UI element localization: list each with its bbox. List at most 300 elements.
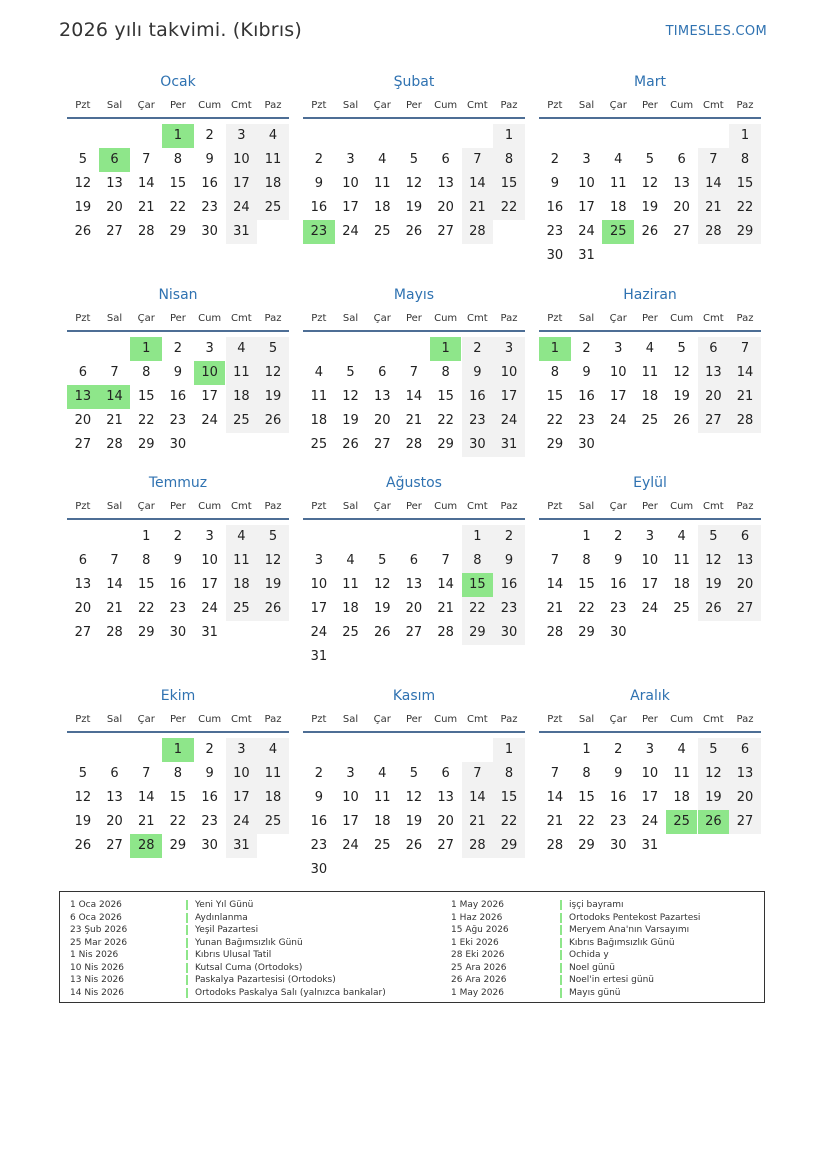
day-cell: 26 xyxy=(698,810,730,834)
day-cell: 18 xyxy=(257,172,289,196)
legend-marker xyxy=(560,950,562,960)
day-cell: 16 xyxy=(201,176,218,191)
weekday-label: Çar xyxy=(137,501,155,512)
day-cell: 1 xyxy=(582,529,591,544)
day-cell: 17 xyxy=(201,389,218,404)
day-cell: 29 xyxy=(437,437,454,452)
weekday-label: Sal xyxy=(342,714,359,725)
month-divider xyxy=(539,518,761,520)
weekday-label: Cmt xyxy=(703,714,724,725)
legend-holiday-name: Noel günü xyxy=(569,962,615,973)
legend-date: 25 Mar 2026 xyxy=(70,937,128,948)
day-cell: 13 xyxy=(698,361,730,385)
day-cell: 12 xyxy=(405,790,423,805)
day-cell: 24 xyxy=(641,601,659,616)
day-cell: 27 xyxy=(405,625,423,640)
day-cell: 22 xyxy=(546,413,564,428)
day-cell: 5 xyxy=(78,766,87,781)
day-cell: 22 xyxy=(137,413,155,428)
day-cell: 24 xyxy=(641,814,659,829)
day-cell: 29 xyxy=(137,625,155,640)
day-cell: 30 xyxy=(201,838,218,853)
weekday-label: Cmt xyxy=(231,501,252,512)
month-divider xyxy=(539,117,761,119)
legend-marker xyxy=(560,900,562,910)
month-divider xyxy=(539,731,761,733)
month-block xyxy=(303,688,525,888)
legend-date: 1 Eki 2026 xyxy=(451,937,499,948)
day-cell: 10 xyxy=(310,577,328,592)
day-cell: 4 xyxy=(614,152,623,167)
day-cell: 23 xyxy=(578,413,595,428)
day-cell: 25 xyxy=(602,220,634,244)
weekday-label: Cum xyxy=(198,100,222,111)
day-cell: 26 xyxy=(673,413,690,428)
day-cell: 11 xyxy=(257,148,289,172)
day-cell: 2 xyxy=(314,766,323,781)
day-cell: 15 xyxy=(437,389,454,404)
weekday-label: Paz xyxy=(500,313,518,324)
day-cell: 4 xyxy=(677,742,686,757)
day-cell: 9 xyxy=(582,365,591,380)
day-cell: 20 xyxy=(729,573,761,597)
weekday-label: Çar xyxy=(373,100,391,111)
day-cell: 5 xyxy=(257,337,289,361)
day-cell: 29 xyxy=(729,220,761,244)
day-cell: 24 xyxy=(310,625,328,640)
day-cell: 10 xyxy=(194,361,226,385)
day-cell: 28 xyxy=(405,437,423,452)
day-cell: 12 xyxy=(673,365,690,380)
day-cell: 19 xyxy=(373,601,391,616)
legend-marker xyxy=(560,913,562,923)
legend-marker xyxy=(186,963,188,973)
day-cell: 9 xyxy=(462,361,494,385)
day-cell: 8 xyxy=(173,152,183,167)
day-cell: 6 xyxy=(78,553,87,568)
day-cell: 11 xyxy=(373,790,391,805)
weekday-label: Sal xyxy=(342,501,359,512)
day-cell: 17 xyxy=(342,814,359,829)
day-cell: 8 xyxy=(729,148,761,172)
day-cell: 27 xyxy=(74,437,92,452)
day-cell: 21 xyxy=(698,196,730,220)
day-cell: 16 xyxy=(578,389,595,404)
day-cell: 7 xyxy=(409,365,419,380)
day-cell: 2 xyxy=(614,529,623,544)
weekday-label: Paz xyxy=(264,714,282,725)
weekday-label: Paz xyxy=(264,501,282,512)
weekday-label: Çar xyxy=(373,313,391,324)
day-cell: 7 xyxy=(550,766,559,781)
day-cell: 29 xyxy=(462,621,494,645)
legend-holiday-name: Aydınlanma xyxy=(195,912,248,923)
day-cell: 12 xyxy=(405,176,423,191)
weekday-label: Sal xyxy=(578,100,595,111)
weekday-label: Çar xyxy=(137,313,155,324)
day-cell: 12 xyxy=(74,176,92,191)
day-cell: 18 xyxy=(373,200,391,215)
day-cell: 22 xyxy=(493,196,525,220)
day-cell: 28 xyxy=(546,838,564,853)
weekday-label: Çar xyxy=(609,313,627,324)
day-cell: 30 xyxy=(609,625,627,640)
day-cell: 30 xyxy=(462,433,494,457)
weekday-label: Per xyxy=(641,100,658,111)
weekday-label: Çar xyxy=(373,714,391,725)
day-cell: 1 xyxy=(539,337,571,361)
legend-date: 26 Ara 2026 xyxy=(451,975,507,985)
day-cell: 22 xyxy=(578,814,595,829)
legend-holiday-name: Noel'in ertesi günü xyxy=(569,975,654,985)
month-divider xyxy=(67,117,289,119)
day-cell: 16 xyxy=(169,577,187,592)
day-cell: 14 xyxy=(729,361,761,385)
day-cell: 26 xyxy=(405,224,423,239)
weekday-label: Per xyxy=(641,714,658,725)
weekday-label: Çar xyxy=(137,100,155,111)
day-cell: 25 xyxy=(257,810,289,834)
day-cell: 3 xyxy=(346,766,355,781)
day-cell: 23 xyxy=(201,814,218,829)
day-cell: 7 xyxy=(110,365,119,380)
day-cell: 12 xyxy=(342,389,359,404)
month-name: Aralık xyxy=(630,688,670,704)
day-cell: 13 xyxy=(106,790,123,805)
day-cell: 8 xyxy=(550,365,559,380)
day-cell: 24 xyxy=(342,838,359,853)
day-cell: 24 xyxy=(201,601,218,616)
day-cell: 4 xyxy=(677,529,686,544)
day-cell: 26 xyxy=(698,597,730,621)
month-name: Ağustos xyxy=(386,475,442,491)
month-name: Nisan xyxy=(158,287,198,303)
day-cell: 13 xyxy=(106,176,123,191)
weekday-label: Cmt xyxy=(703,501,724,512)
day-cell: 9 xyxy=(314,790,323,805)
day-cell: 19 xyxy=(405,814,423,829)
day-cell: 5 xyxy=(78,152,87,167)
weekday-label: Pzt xyxy=(311,100,327,111)
legend-holiday-name: Mayıs günü xyxy=(569,987,621,998)
weekday-label: Paz xyxy=(736,313,754,324)
month-name: Ekim xyxy=(160,688,196,704)
day-cell: 19 xyxy=(405,200,423,215)
day-cell: 31 xyxy=(226,220,258,244)
weekday-label: Pzt xyxy=(75,501,91,512)
weekday-label: Paz xyxy=(500,501,518,512)
month-block xyxy=(539,475,761,675)
weekday-label: Sal xyxy=(106,100,123,111)
day-cell: 1 xyxy=(142,529,151,544)
day-cell: 3 xyxy=(205,341,214,356)
day-cell: 5 xyxy=(409,766,419,781)
day-cell: 8 xyxy=(582,766,591,781)
day-cell: 3 xyxy=(645,529,655,544)
day-cell: 10 xyxy=(342,790,359,805)
legend-marker xyxy=(560,975,562,985)
weekday-label: Sal xyxy=(578,313,595,324)
day-cell: 14 xyxy=(462,172,494,196)
month-divider xyxy=(539,330,761,332)
legend-date: 1 Oca 2026 xyxy=(70,900,122,910)
month-block xyxy=(539,287,761,487)
legend-holiday-name: Yeşil Pazartesi xyxy=(195,925,259,935)
day-cell: 6 xyxy=(99,148,131,172)
day-cell: 10 xyxy=(493,361,525,385)
day-cell: 23 xyxy=(546,224,564,239)
day-cell: 30 xyxy=(546,248,564,263)
legend-holiday-name: Ochida y xyxy=(569,950,609,960)
month-divider xyxy=(303,731,525,733)
day-cell: 29 xyxy=(169,224,187,239)
day-cell: 17 xyxy=(201,577,218,592)
weekday-label: Paz xyxy=(736,100,754,111)
page-title: 2026 yılı takvimi. (Kıbrıs) xyxy=(59,19,303,41)
day-cell: 9 xyxy=(614,553,623,568)
day-cell: 16 xyxy=(169,389,187,404)
day-cell: 17 xyxy=(226,172,258,196)
month-name: Kasım xyxy=(392,688,436,704)
weekday-label: Cum xyxy=(670,714,694,725)
weekday-label: Cum xyxy=(198,501,222,512)
weekday-label: Pzt xyxy=(311,313,327,324)
day-cell: 29 xyxy=(169,838,187,853)
day-cell: 27 xyxy=(729,597,761,621)
day-cell: 3 xyxy=(645,742,655,757)
holiday-legend xyxy=(59,891,765,1003)
legend-holiday-name: Yunan Bağımsızlık Günü xyxy=(195,937,303,948)
day-cell: 17 xyxy=(609,389,627,404)
day-cell: 4 xyxy=(378,766,387,781)
day-cell: 11 xyxy=(257,762,289,786)
day-cell: 28 xyxy=(130,834,162,858)
day-cell: 9 xyxy=(205,766,214,781)
weekday-label: Per xyxy=(641,501,658,512)
weekday-label: Pzt xyxy=(547,313,563,324)
weekday-label: Per xyxy=(169,714,186,725)
day-cell: 18 xyxy=(373,814,391,829)
legend-holiday-name: Ortodoks Pentekost Pazartesi xyxy=(569,912,701,923)
day-cell: 25 xyxy=(673,601,690,616)
day-cell: 10 xyxy=(226,148,258,172)
day-cell: 21 xyxy=(462,196,494,220)
legend-marker xyxy=(186,975,188,985)
day-cell: 22 xyxy=(169,200,187,215)
day-cell: 6 xyxy=(78,365,87,380)
weekday-label: Per xyxy=(169,313,186,324)
day-cell: 13 xyxy=(729,549,761,573)
weekday-label: Cmt xyxy=(467,501,488,512)
day-cell: 4 xyxy=(257,738,289,762)
day-cell: 21 xyxy=(405,413,423,428)
day-cell: 7 xyxy=(462,148,494,172)
day-cell: 7 xyxy=(550,553,559,568)
day-cell: 21 xyxy=(137,814,155,829)
weekday-label: Çar xyxy=(609,501,627,512)
day-cell: 28 xyxy=(437,625,454,640)
legend-date: 15 Ağu 2026 xyxy=(451,925,509,935)
weekday-label: Pzt xyxy=(75,714,91,725)
day-cell: 20 xyxy=(74,601,92,616)
day-cell: 18 xyxy=(226,573,258,597)
day-cell: 15 xyxy=(546,389,564,404)
day-cell: 20 xyxy=(437,814,454,829)
day-cell: 3 xyxy=(314,553,323,568)
day-cell: 22 xyxy=(169,814,187,829)
legend-holiday-name: Kıbrıs Ulusal Tatil xyxy=(195,950,272,960)
day-cell: 7 xyxy=(441,553,450,568)
day-cell: 24 xyxy=(226,196,258,220)
legend-marker xyxy=(186,988,188,998)
weekday-label: Cum xyxy=(434,501,458,512)
legend-marker xyxy=(186,913,188,923)
day-cell: 3 xyxy=(614,341,623,356)
day-cell: 6 xyxy=(677,152,686,167)
day-cell: 15 xyxy=(169,790,187,805)
legend-marker xyxy=(560,988,562,998)
day-cell: 15 xyxy=(137,389,155,404)
day-cell: 1 xyxy=(130,337,162,361)
day-cell: 27 xyxy=(373,437,391,452)
legend-marker xyxy=(186,950,188,960)
day-cell: 24 xyxy=(493,409,525,433)
day-cell: 8 xyxy=(462,549,494,573)
day-cell: 7 xyxy=(110,553,119,568)
day-cell: 2 xyxy=(614,742,623,757)
day-cell: 7 xyxy=(462,762,494,786)
day-cell: 18 xyxy=(641,389,659,404)
legend-holiday-name: Paskalya Pazartesisi (Ortodoks) xyxy=(195,975,336,985)
weekday-label: Cum xyxy=(670,313,694,324)
day-cell: 22 xyxy=(462,597,494,621)
day-cell: 10 xyxy=(641,766,659,781)
day-cell: 27 xyxy=(437,224,454,239)
day-cell: 10 xyxy=(641,553,659,568)
day-cell: 10 xyxy=(578,176,595,191)
day-cell: 3 xyxy=(226,738,258,762)
weekday-label: Cmt xyxy=(231,100,252,111)
day-cell: 18 xyxy=(673,577,690,592)
day-cell: 16 xyxy=(546,200,564,215)
legend-holiday-name: Meryem Ana'nın Varsayımı xyxy=(569,925,690,935)
day-cell: 28 xyxy=(462,220,494,244)
day-cell: 20 xyxy=(405,601,423,616)
day-cell: 26 xyxy=(373,625,391,640)
weekday-label: Per xyxy=(641,313,658,324)
weekday-label: Cmt xyxy=(703,100,724,111)
day-cell: 12 xyxy=(257,549,289,573)
day-cell: 23 xyxy=(609,601,627,616)
legend-date: 10 Nis 2026 xyxy=(70,962,124,973)
weekday-label: Per xyxy=(405,714,422,725)
weekday-label: Cum xyxy=(434,313,458,324)
day-cell: 25 xyxy=(666,810,698,834)
day-cell: 1 xyxy=(430,337,462,361)
day-cell: 5 xyxy=(677,341,686,356)
day-cell: 13 xyxy=(67,385,99,409)
day-cell: 15 xyxy=(493,172,525,196)
day-cell: 30 xyxy=(201,224,218,239)
day-cell: 14 xyxy=(106,577,123,592)
legend-date: 1 May 2026 xyxy=(451,987,504,998)
day-cell: 1 xyxy=(162,738,194,762)
day-cell: 27 xyxy=(106,224,123,239)
day-cell: 21 xyxy=(137,200,155,215)
day-cell: 31 xyxy=(578,248,595,263)
day-cell: 13 xyxy=(673,176,690,191)
month-divider xyxy=(303,330,525,332)
day-cell: 2 xyxy=(173,529,183,544)
day-cell: 30 xyxy=(609,838,627,853)
day-cell: 2 xyxy=(582,341,591,356)
day-cell: 18 xyxy=(257,786,289,810)
day-cell: 1 xyxy=(582,742,591,757)
day-cell: 20 xyxy=(106,814,123,829)
day-cell: 7 xyxy=(142,152,151,167)
day-cell: 9 xyxy=(493,549,525,573)
weekday-label: Per xyxy=(405,501,422,512)
legend-holiday-name: Ortodoks Paskalya Salı (yalnızca bankalar) xyxy=(195,987,386,998)
day-cell: 4 xyxy=(378,152,387,167)
day-cell: 11 xyxy=(373,176,391,191)
day-cell: 14 xyxy=(546,790,564,805)
day-cell: 4 xyxy=(645,341,655,356)
day-cell: 6 xyxy=(698,337,730,361)
legend-holiday-name: Yeni Yıl Günü xyxy=(195,900,254,910)
day-cell: 14 xyxy=(437,577,454,592)
day-cell: 7 xyxy=(729,337,761,361)
day-cell: 21 xyxy=(462,810,494,834)
brand-link[interactable]: TIMESLES.COM xyxy=(665,24,767,39)
day-cell: 13 xyxy=(74,577,92,592)
day-cell: 20 xyxy=(698,385,730,409)
day-cell: 16 xyxy=(462,385,494,409)
weekday-label: Çar xyxy=(609,100,627,111)
day-cell: 1 xyxy=(462,525,494,549)
day-cell: 23 xyxy=(169,413,187,428)
weekday-label: Cmt xyxy=(231,313,252,324)
day-cell: 31 xyxy=(201,625,218,640)
day-cell: 1 xyxy=(493,124,525,148)
day-cell: 2 xyxy=(173,341,183,356)
day-cell: 8 xyxy=(142,553,151,568)
day-cell: 19 xyxy=(342,413,359,428)
day-cell: 23 xyxy=(169,601,187,616)
day-cell: 12 xyxy=(257,361,289,385)
day-cell: 26 xyxy=(405,838,423,853)
day-cell: 23 xyxy=(462,409,494,433)
day-cell: 30 xyxy=(493,621,525,645)
day-cell: 23 xyxy=(609,814,627,829)
day-cell: 8 xyxy=(582,553,591,568)
day-cell: 21 xyxy=(546,814,564,829)
day-cell: 30 xyxy=(169,437,187,452)
day-cell: 15 xyxy=(462,573,494,597)
weekday-label: Per xyxy=(169,501,186,512)
legend-date: 1 Haz 2026 xyxy=(451,912,503,923)
day-cell: 24 xyxy=(342,224,359,239)
day-cell: 27 xyxy=(74,625,92,640)
day-cell: 18 xyxy=(310,413,328,428)
day-cell: 11 xyxy=(609,176,627,191)
day-cell: 4 xyxy=(226,525,258,549)
weekday-label: Pzt xyxy=(547,100,563,111)
weekday-label: Sal xyxy=(106,313,123,324)
day-cell: 4 xyxy=(226,337,258,361)
legend-date: 1 May 2026 xyxy=(451,900,504,910)
day-cell: 16 xyxy=(609,577,627,592)
